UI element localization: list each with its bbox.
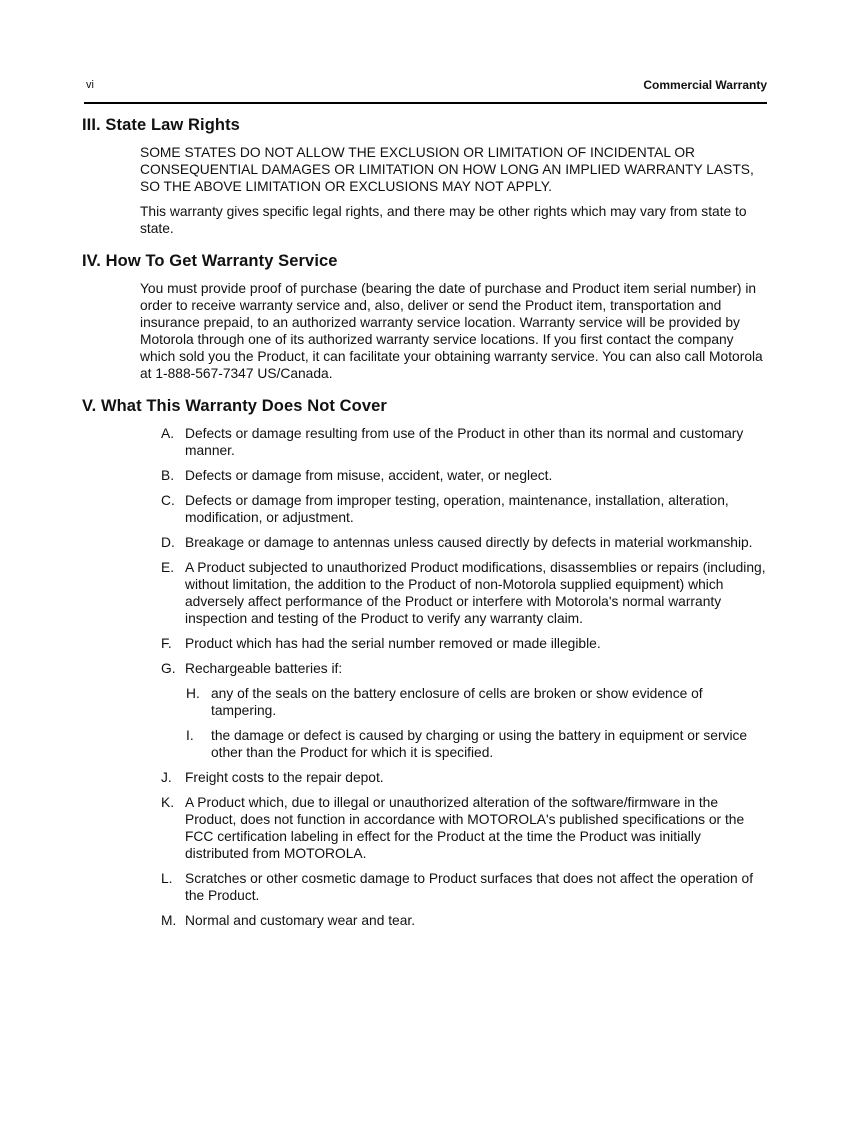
item-text: Product which has had the serial number removed or made illegible. [185, 636, 601, 651]
item-text: Defects or damage resulting from use of the Product in other than its normal and customary manner. [185, 426, 744, 458]
list-item [82, 425, 768, 459]
item-letter: K. [161, 795, 175, 810]
paragraph: This warranty gives specific legal rights, and there may be other rights which may vary from state to state. [140, 204, 747, 236]
paragraph: You must provide proof of purchase (bearing the date of purchase and Product item serial number) in order to receive warranty service and, also, deliver or send the Product item, transportation and insurance prepaid, to an authorized warranty service location. Warranty service will be provided by Motorola through one of its authorized warranty service locations. If you first contact the company which sold you the Product, it can facilitate your obtaining warranty service. You can also call Motorola at 1-888-567-7347 US/Canada. [140, 281, 763, 381]
item-letter: F. [161, 636, 172, 651]
item-text: A Product which, due to illegal or unauthorized alteration of the software/firmware in the Product, does not function in accordance with MOTOROLA's published specifications or the FCC certification labeling in effect for the Product at the time the Product was initially distributed from MOTOROLA. [185, 795, 745, 861]
item-letter: M. [161, 913, 177, 928]
section-not-covered [82, 397, 768, 929]
item-letter: J. [161, 770, 172, 785]
list-item [82, 559, 768, 627]
page-header [84, 78, 767, 104]
item-letter: B. [161, 468, 175, 483]
section-heading: III. State Law Rights [82, 116, 240, 134]
section-state-law-rights [82, 116, 768, 237]
list-item [82, 534, 768, 551]
item-letter: A. [161, 426, 175, 441]
item-text: Normal and customary wear and tear. [185, 913, 416, 928]
item-letter: C. [161, 493, 175, 508]
item-text: the damage or defect is caused by charging or using the battery in equipment or service other than the Product for which it is specified. [211, 728, 748, 760]
exclusions-list [82, 425, 768, 929]
item-text: any of the seals on the battery enclosure of cells are broken or show evidence of tampering. [211, 686, 703, 718]
list-item [82, 870, 768, 904]
list-item [82, 492, 768, 526]
section-how-to-get-service [82, 252, 768, 382]
item-letter: L. [161, 871, 173, 886]
item-text: A Product subjected to unauthorized Product modifications, disassemblies or repairs (including, without limitation, the addition to the Product of non-Motorola supplied equipment) which adversely affect performance of the Product or interfere with Motorola's normal warranty inspection and testing of the Product to verify any warranty claim. [185, 560, 766, 626]
list-item [82, 467, 768, 484]
running-title: Commercial Warranty [643, 78, 767, 92]
section-heading: V. What This Warranty Does Not Cover [82, 397, 387, 415]
item-letter: H. [186, 686, 200, 701]
item-text: Scratches or other cosmetic damage to Product surfaces that does not affect the operation of the Product. [185, 871, 754, 903]
list-item [82, 912, 768, 929]
item-text: Defects or damage from misuse, accident, water, or neglect. [185, 468, 553, 483]
item-letter: E. [161, 560, 175, 575]
sub-list-item [82, 727, 768, 761]
list-item [82, 660, 768, 677]
page-content [82, 116, 768, 944]
list-item [82, 635, 768, 652]
item-text: Defects or damage from improper testing, operation, maintenance, installation, alteration, modification, or adjustment. [185, 493, 729, 525]
sub-list-item [82, 685, 768, 719]
item-letter: I. [186, 728, 194, 743]
item-letter: G. [161, 661, 176, 676]
list-item [82, 794, 768, 862]
item-letter: D. [161, 535, 175, 550]
section-heading: IV. How To Get Warranty Service [82, 252, 338, 270]
paragraph: SOME STATES DO NOT ALLOW THE EXCLUSION OR LIMITATION OF INCIDENTAL OR CONSEQUENTIAL DAMAGES OR LIMITATION ON HOW LONG AN IMPLIED WARRANTY LASTS, SO THE ABOVE LIMITATION OR EXCLUSIONS MAY NOT APPLY. [140, 145, 754, 194]
item-text: Freight costs to the repair depot. [185, 770, 384, 785]
item-text: Rechargeable batteries if: [185, 661, 343, 676]
item-text: Breakage or damage to antennas unless caused directly by defects in material workmanship. [185, 535, 753, 550]
list-item [82, 769, 768, 786]
page-number: vi [86, 79, 94, 91]
